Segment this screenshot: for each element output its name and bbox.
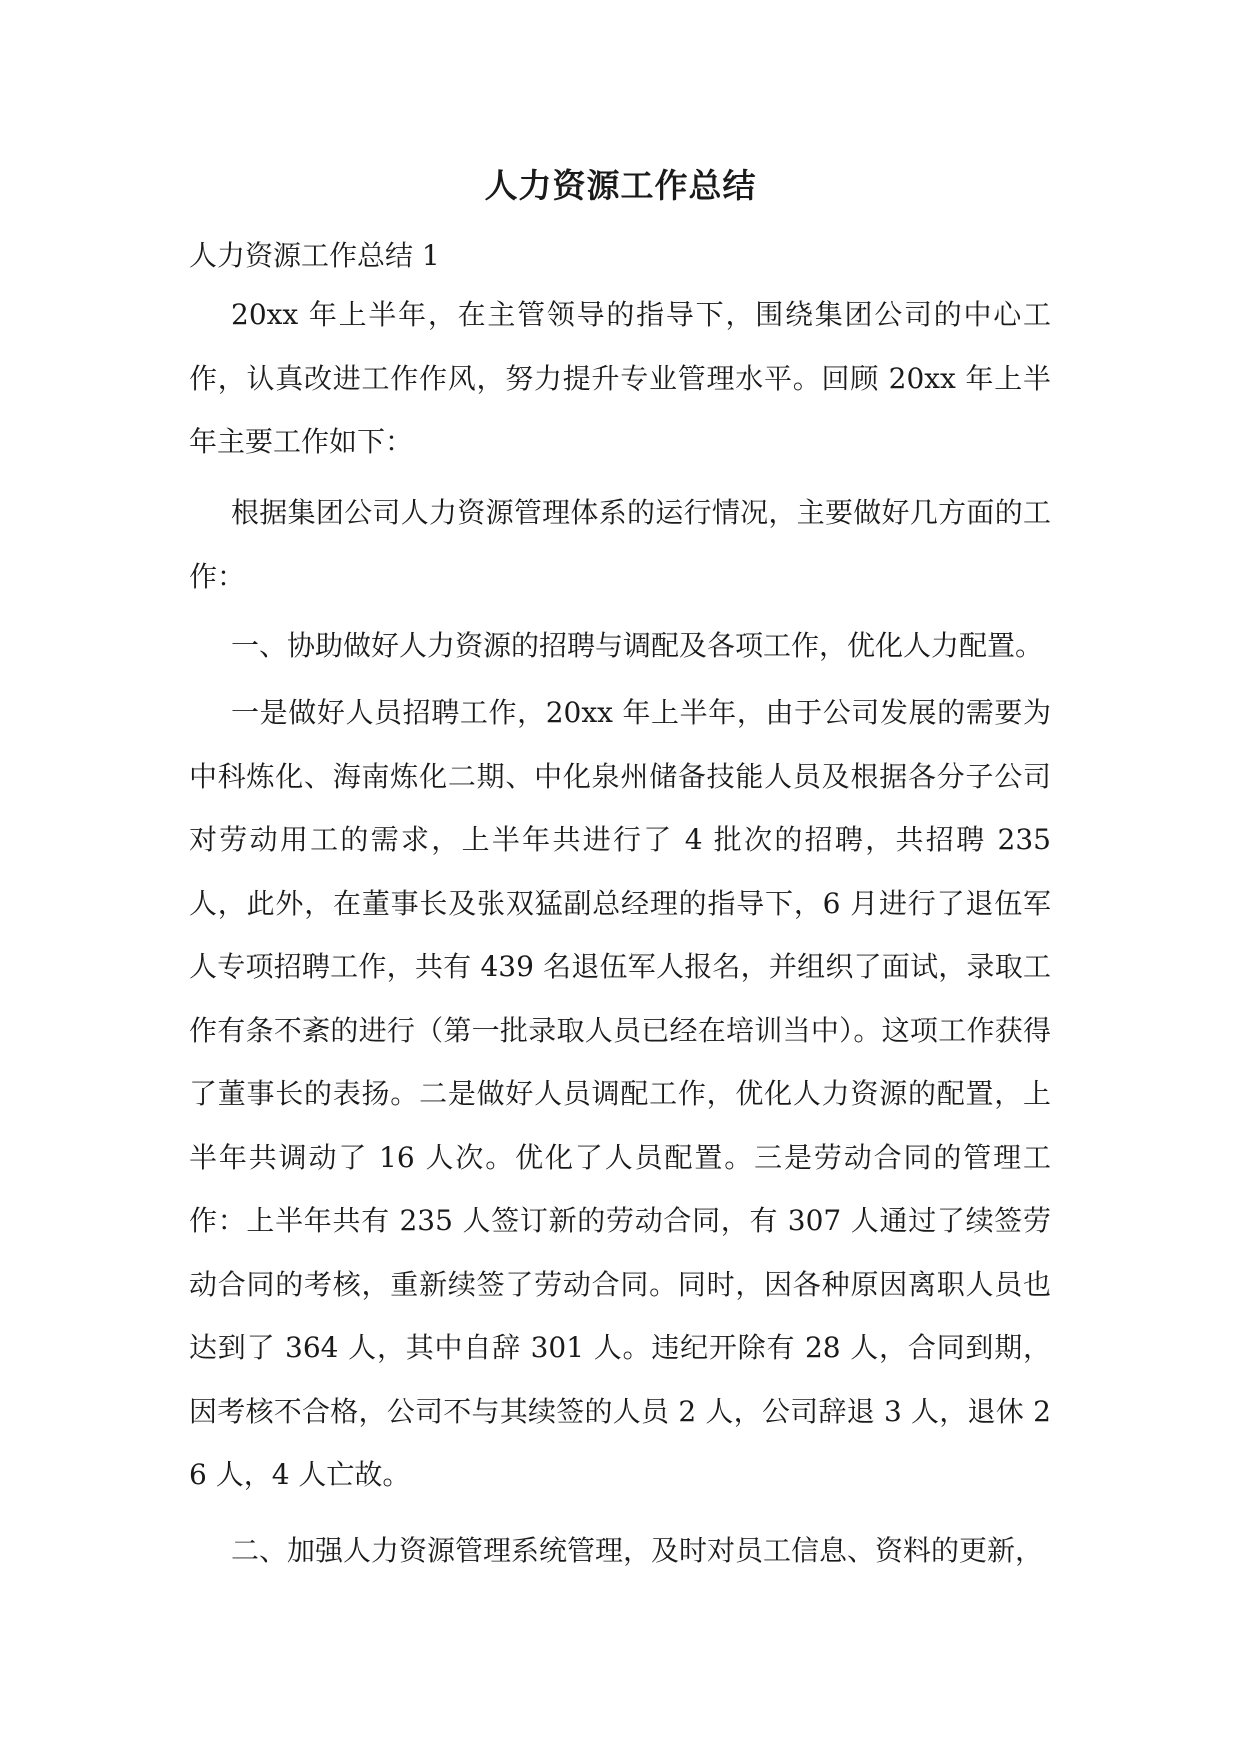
- document-title: 人力资源工作总结: [484, 166, 757, 205]
- section-subtitle: 人力资源工作总结 1: [189, 239, 440, 272]
- paragraph-intro: 20xx 年上半年，在主管领导的指导下，围绕集团公司的中心工作，认真改进工作作风，努力提升专业管理水平。回顾 20xx 年上半年主要工作如下：: [189, 298, 1051, 458]
- paragraph-recruitment-details: 一是做好人员招聘工作，20xx 年上半年，由于公司发展的需要为中科炼化、海南炼化二期、中化泉州储备技能人员及根据各分子公司对劳动用工的需求，上半年共进行了 4 批次的招聘，共招聘 235 人，此外，在董事长及张双猛副总经理的指导下，6 月进行了退伍军人专项招聘工作，共有 439 名退伍军人报名，并组织了面试，录取工作有条不紊的进行（第一批录取人员已经在培训当中）。这项工作获得了董事长的表扬。二是做好人员调配工作，优化人力资源的配置，上半年共调动了 16 人次。优化了人员配置。三是劳动合同的管理工作：上半年共有 235 人签订新的劳动合同，有 307 人通过了续签劳动合同的考核，重新续签了劳动合同。同时，因各种原因离职人员也达到了 364 人，其中自辞 301 人。违纪开除有 28 人，合同到期，因考核不合格，公司不与其续签的人员 2 人，公司辞退 3 人，退休 26 人，4 人亡故。: [189, 696, 1051, 1491]
- paragraph-overview: 根据集团公司人力资源管理体系的运行情况，主要做好几方面的工作：: [189, 496, 1051, 593]
- paragraph-heading-two: 二、加强人力资源管理系统管理，及时对员工信息、资料的更新，: [231, 1534, 1044, 1567]
- paragraph-heading-one: 一、协助做好人力资源的招聘与调配及各项工作，优化人力配置。: [231, 629, 1044, 662]
